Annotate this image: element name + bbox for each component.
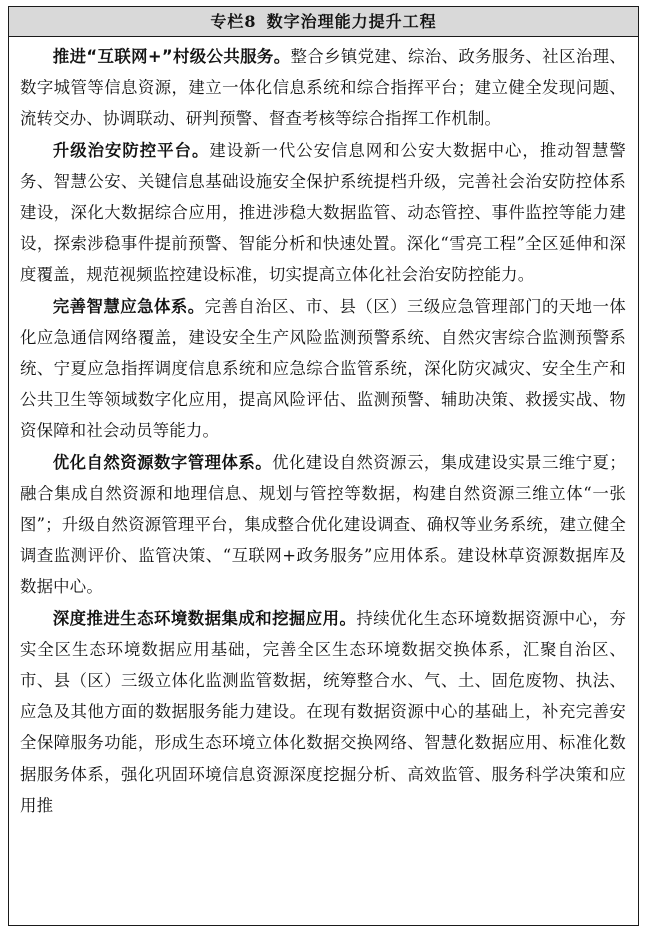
feature-box — [8, 6, 639, 926]
section-heading: 完善智慧应急体系。 — [52, 296, 205, 316]
box-title: 数字治理能力提升工程 — [266, 12, 437, 31]
section-body: 整合乡镇党建、综治、政务服务、社区治理、数字城管等信息资源，建立一体化信息系统和综合指挥平台；建立健全发现问题、流转交办、协调联动、研判预警、督查考核等综合指挥工作机制。 — [20, 47, 627, 129]
section-heading: 推进“互联网+”村级公共服务。 — [52, 47, 291, 66]
section-body: 建设新一代公安信息网和公安大数据中心，推动智慧警务、智慧公安、关键信息基础设施安全保护系统提档升级，完善社会治安防控体系建设，深化大数据综合应用，推进涉稳大数据监管、动态管控、事件监控等能力建设，探索涉稳事件提前预警、智能分析和快速处置。深化“雪亮工程”全区延伸和深度覆盖，规范视频监控建设标准，切实提高立体化社会治安防控能力。 — [20, 140, 626, 285]
box-title-bar — [9, 7, 638, 37]
section-body: 完善自治区、市、县（区）三级应急管理部门的天地一体化应急通信网络覆盖，建设安全生产风险监测预警系统、自然灾害综合监测预警系统、宁夏应急指挥调度信息系统和应急综合监管系统，深化防灾减灾、安全生产和公共卫生等领域数字化应用，提高风险评估、监测预警、辅助决策、救援实战、物资保障和社会动员等能力。 — [20, 296, 626, 441]
section-heading: 升级治安防控平台。 — [52, 140, 210, 160]
section-heading: 优化自然资源数字管理体系。 — [52, 452, 273, 472]
box-number: 专栏8 — [210, 12, 257, 31]
section-smart-emergency — [20, 291, 626, 447]
section-body: 持续优化生态环境数据资源中心，夯实全区生态环境数据应用基础，完善全区生态环境数据交换体系，汇聚自治区、市、县（区）三级立体化监测监管数据，统筹整合水、气、土、固危废物、执法、应急及其他方面的数据服务能力建设。在现有数据资源中心的基础上，补充完善安全保障服务功能，形成生态环境立体化数据交换网络、智慧化数据应用、标准化数据服务体系，强化巩固环境信息资源深度挖掘分析、高效监管、服务科学决策和应用推 — [20, 608, 626, 815]
section-body: 优化建设自然资源云，集成建设实景三维宁夏；融合集成自然资源和地理信息、规划与管控等数据，构建自然资源三维立体“一张图”；升级自然资源管理平台，集成整合优化建设调查、确权等业务系统，建立健全调查监测评价、监管决策、“互联网+政务服务”应用体系。建设林草资源数据库及数据中心。 — [20, 452, 627, 597]
section-public-security-platform — [20, 135, 626, 291]
section-eco-environment-data — [20, 603, 626, 821]
box-content — [9, 37, 638, 821]
section-natural-resources — [20, 447, 626, 603]
section-rural-public-services — [20, 41, 626, 135]
section-heading: 深度推进生态环境数据集成和挖掘应用。 — [52, 608, 357, 628]
